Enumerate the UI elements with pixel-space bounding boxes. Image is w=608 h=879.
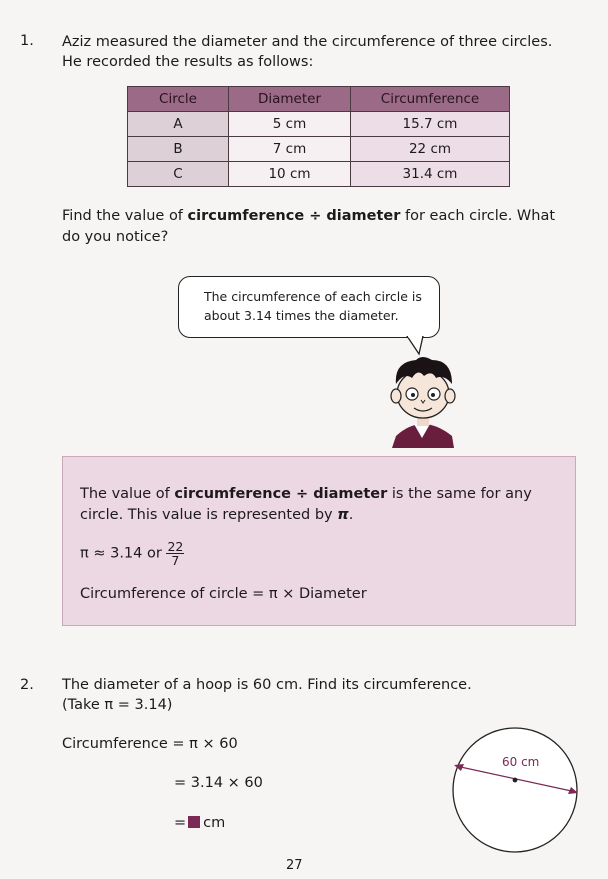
table-header-circle: Circle	[128, 87, 229, 112]
hoop-diagram	[448, 724, 584, 856]
table-cell: 5 cm	[229, 112, 351, 137]
prompt-text-a: Find the value of	[62, 208, 188, 224]
table-row	[128, 112, 510, 137]
box-line-1-bold: circumference ÷ diameter	[174, 486, 388, 502]
table-header-row	[128, 87, 510, 112]
table-cell: 10 cm	[229, 162, 351, 187]
question-2-line-2: (Take π = 3.14)	[62, 697, 173, 713]
answer-box-icon	[188, 816, 200, 828]
question-1-line-1: Aziz measured the diameter and the circumference of three circles.	[62, 34, 553, 50]
step-3-unit: cm	[203, 815, 226, 831]
table-row	[128, 137, 510, 162]
table-cell: A	[128, 112, 229, 137]
speech-bubble	[178, 276, 440, 338]
cartoon-boy-icon	[382, 354, 464, 448]
page-number: 27	[286, 858, 303, 873]
question-1-line-2: He recorded the results as follows:	[62, 54, 314, 70]
question-1-prompt-line-2: do you notice?	[62, 229, 169, 245]
fraction-22-7	[166, 540, 184, 567]
bubble-line-2: about 3.14 times the diameter.	[204, 308, 399, 323]
table-cell: 22 cm	[351, 137, 510, 162]
box-line-1	[80, 484, 532, 504]
circumference-formula: Circumference of circle = π × Diameter	[80, 586, 367, 602]
table-header-diameter: Diameter	[229, 87, 351, 112]
step-3-equals: =	[174, 815, 187, 831]
fraction-numerator: 22	[167, 539, 184, 554]
prompt-text-b: for each circle. What	[400, 208, 556, 224]
pi-approximation	[80, 540, 184, 567]
working-step-2: = 3.14 × 60	[174, 775, 263, 791]
working-step-1: Circumference = π × 60	[62, 736, 238, 752]
table-header-circumference: Circumference	[351, 87, 510, 112]
table-cell: B	[128, 137, 229, 162]
box-pi-symbol: π	[337, 507, 349, 523]
box-line-2-b: .	[348, 507, 354, 523]
question-1-number: 1.	[20, 33, 34, 49]
box-line-1-b: is the same for any	[387, 486, 532, 502]
box-line-2	[80, 505, 353, 525]
pi-approx-text: π ≈ 3.14 or	[80, 545, 167, 562]
working-step-3	[174, 813, 225, 833]
centre-dot	[513, 778, 518, 783]
prompt-bold: circumference ÷ diameter	[187, 208, 401, 224]
question-1-prompt	[62, 206, 555, 226]
fraction-denominator: 7	[171, 553, 180, 568]
question-2-number: 2.	[20, 677, 34, 693]
table-cell: 31.4 cm	[351, 162, 510, 187]
question-2-line-1: The diameter of a hoop is 60 cm. Find its circumference.	[62, 677, 472, 693]
diameter-label: 60 cm	[502, 755, 540, 769]
table-cell: 15.7 cm	[351, 112, 510, 137]
box-line-1-a: The value of	[80, 486, 175, 502]
table-cell: C	[128, 162, 229, 187]
box-line-2-a: circle. This value is represented by	[80, 507, 338, 523]
table-cell: 7 cm	[229, 137, 351, 162]
results-table	[127, 86, 510, 187]
hoop-circle	[453, 728, 577, 852]
table-row	[128, 162, 510, 187]
bubble-line-1: The circumference of each circle is	[204, 289, 422, 304]
